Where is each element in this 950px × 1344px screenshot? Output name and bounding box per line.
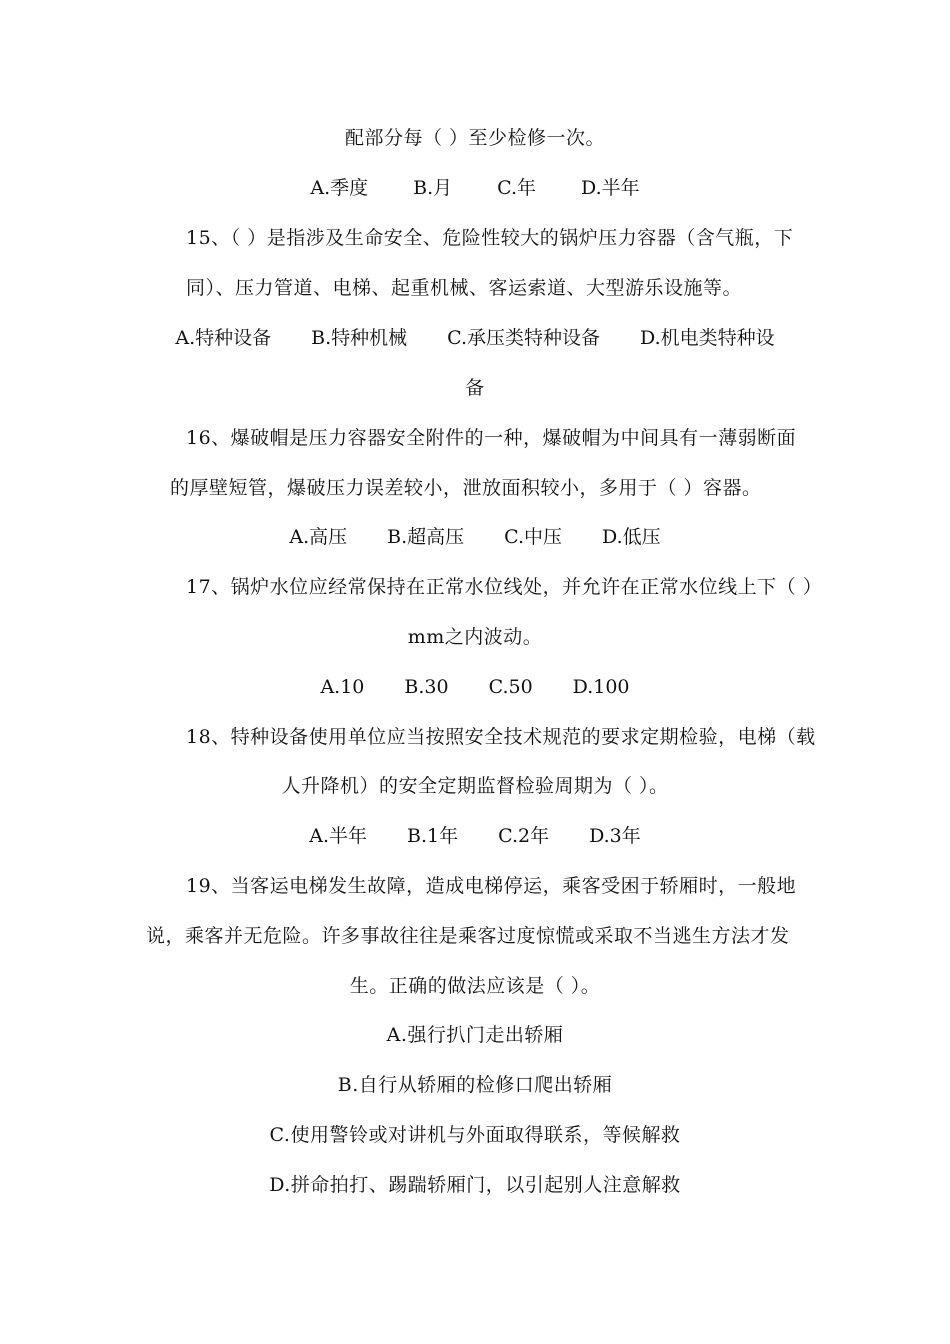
question-14-continuation: 配部分每（ ）至少检修一次。 [344,127,606,149]
question-15-line-1: 15、（ ）是指涉及生命安全、危险性较大的锅炉压力容器（含气瓶，下 [186,227,794,249]
question-19-option-d: D.拼命拍打、踢踹轿厢门，以引起别人注意解救 [269,1174,681,1196]
option-c: C.中压 [504,526,563,548]
option-c: C.2年 [498,825,550,847]
question-19-option-b: B.自行从轿厢的检修口爬出轿厢 [337,1074,613,1096]
question-19-line-2: 说，乘客并无危险。许多事故往往是乘客过度惊慌或采取不当逃生方法才发 [146,925,790,947]
option-b: B.特种机械 [311,327,408,349]
option-b: B.30 [404,676,449,698]
option-c: C.年 [497,177,537,199]
option-a: A.半年 [309,825,367,847]
option-d: D.半年 [581,177,640,199]
question-17-line-1: 17、锅炉水位应经常保持在正常水位线处，并允许在正常水位线上下（ ） [186,576,823,598]
question-17-options [0,672,950,702]
option-d: D.机电类特种设 [640,327,775,349]
question-14-options [0,173,950,203]
option-a: A.特种设备 [175,327,272,349]
question-19-option-a: A.强行扒门走出轿厢 [386,1024,564,1046]
question-19-line-1: 19、当客运电梯发生故障，造成电梯停运，乘客受困于轿厢时，一般地 [186,875,797,897]
question-16-options [0,522,950,552]
question-18-options [0,821,950,851]
option-b: B.月 [413,177,453,199]
question-19-option-c: C.使用警铃或对讲机与外面取得联系，等候解救 [269,1124,681,1146]
option-c: C.承压类特种设备 [447,327,601,349]
option-b: B.1年 [406,825,459,847]
option-a: A.高压 [289,526,348,548]
question-17-line-2: mm之内波动。 [407,626,543,648]
question-15-line-2: 同）、压力管道、电梯、起重机械、客运索道、大型游乐设施等。 [186,277,743,299]
option-b: B.超高压 [387,526,465,548]
question-15-options [0,323,950,353]
option-d: D.低压 [602,526,661,548]
question-15-options-wrap: 备 [465,377,485,399]
question-16-line-2: 的厚壁短管，爆破压力误差较小，泄放面积较小，多用于（ ）容器。 [170,477,762,499]
option-d: D.3年 [589,825,641,847]
question-16-line-1: 16、爆破帽是压力容器安全附件的一种，爆破帽为中间具有一薄弱断面 [186,427,797,449]
option-c: C.50 [488,676,533,698]
option-a: A.季度 [310,177,369,199]
option-a: A.10 [320,676,365,698]
question-19-line-3: 生。正确的做法应该是（ ）。 [349,975,601,997]
question-18-line-1: 18、特种设备使用单位应当按照安全技术规范的要求定期检验，电梯（载 [186,726,816,748]
question-18-line-2: 人升降机）的安全定期监督检验周期为（ ）。 [281,775,669,797]
option-d: D.100 [572,676,630,698]
